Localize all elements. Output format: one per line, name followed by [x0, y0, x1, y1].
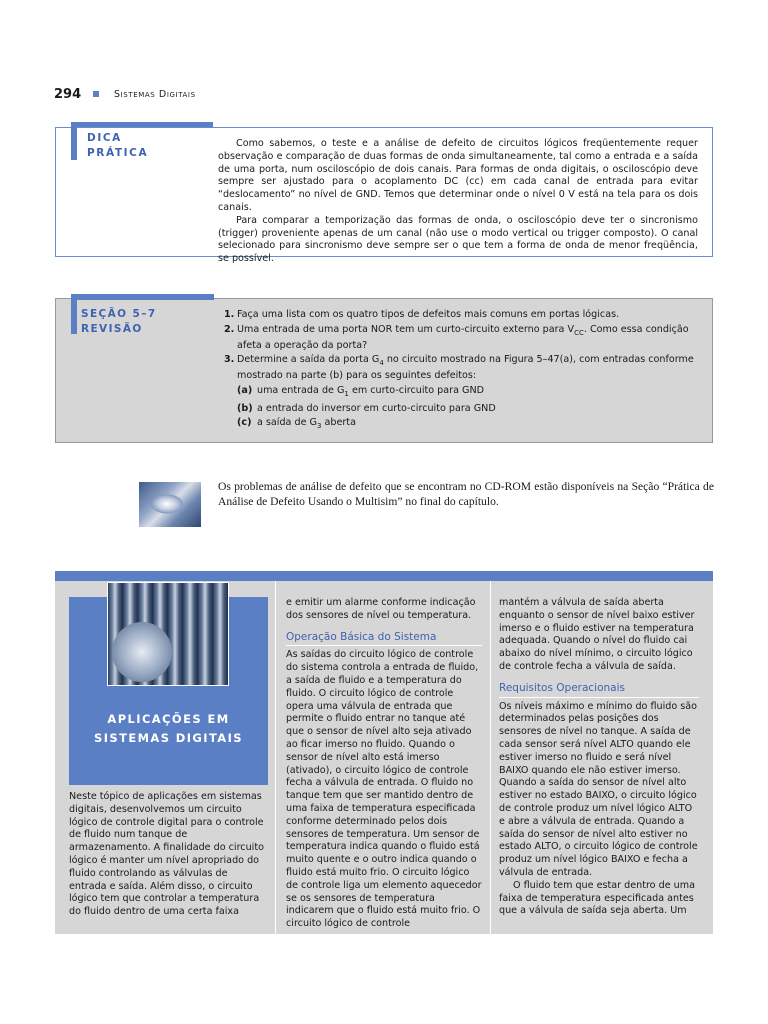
tip-text	[218, 138, 698, 266]
subitem-label: (a)	[237, 384, 253, 396]
section-heading: Operação Básica do Sistema	[286, 631, 482, 647]
review-subitem	[224, 417, 694, 433]
applications-top-bar	[55, 571, 713, 581]
question-number: 3.	[224, 354, 235, 366]
column-continuation: mantém a válvula de saída aberta enquanto o sensor de nível baixo estiver imerso e o fluido estiver na temperatura adequada. Quando o nível do fluido cai abaixo do nível mínimo, o circuito lógico de controle fecha a válvula de saída.	[499, 597, 695, 672]
section-heading: Requisitos Operacionais	[499, 682, 699, 698]
applications-title	[69, 710, 268, 748]
review-question	[224, 324, 694, 353]
tip-paragraph: Para comparar a temporização das formas de onda, o osciloscópio deve ter o sincronismo (trigger) proveniente apenas de um canal (não use o modo vertical ou trigger composto). O canal selecionado para sincronismo deve sempre ser o que tem a forma de onda de menor freqüência, se possível.	[218, 214, 698, 265]
applications-title-line2: SISTEMAS DIGITAIS	[94, 731, 243, 745]
subitem-label: (b)	[237, 402, 253, 414]
column-divider	[275, 581, 276, 934]
applications-title-line1: APLICAÇÕES EM	[107, 712, 230, 726]
tank-photo-detail	[112, 622, 172, 682]
review-tab-bar	[71, 294, 214, 300]
cd-rom-note: Os problemas de análise de defeito que se encontram no CD-ROM estão disponíveis na Seção “Prática de Análise de Defeito Usando o Multisim” no final do capítulo.	[218, 480, 714, 508]
question-number: 2.	[224, 323, 235, 335]
subitem-text: uma entrada de $G_1$ em curto-circuito para GND	[257, 384, 485, 398]
review-label	[81, 307, 157, 337]
question-text: Faça uma lista com os quatro tipos de defeitos mais comuns em portas lógicas.	[237, 309, 620, 320]
tip-label-line1: DICA	[87, 132, 122, 144]
cd-disc-icon	[151, 494, 183, 513]
tip-tab-bar	[71, 122, 213, 127]
review-subitem	[224, 385, 694, 401]
tip-paragraph: Como sabemos, o teste e a análise de defeito de circuitos lógicos freqüentemente requer observação e comparação de duas formas de onda simultaneamente, tal como a entrada e a saída de uma porta, num osciloscópio de dois canais. Para formas de onda digitais, o osciloscópio deve sempre ser ajustado para o acoplamento DC (cc) em cada canal de entrada para evitar “deslocamento” no nível de GND. Temos que determinar onde o nível 0 V está na tela para os dois canais.	[218, 138, 698, 213]
review-label-line1: SEÇÃO 5–7	[81, 308, 157, 320]
review-tab-marker	[71, 294, 77, 334]
section-body: As saídas do circuito lógico de controle do sistema controla a entrada de fluido, a saída de fluido e a temperatura do fluido. O circuito lógico de controle opera uma válvula de entrada que permite o fluido entrar no tanque até que o sensor de nível alto seja ativado ao ficar imerso no fluido. Quando o sensor de nível alto está imerso (ativado), o circuito lógico de controle fecha a válvula de entrada. O fluido no tanque tem que ser mantido dentro de uma faixa de temperatura especificada conforme determinado pelos dois sensores de temperatura. Um sensor de temperatura indica quando o fluido está muito quente e o outro indica quando o fluido está muito frio. O circuito lógico de controle liga um elemento aquecedor se os sensores de temperatura indicarem que o fluido está muito frio. O circuito lógico de controle	[286, 649, 482, 930]
tip-label	[87, 131, 148, 161]
section-body: Os níveis máximo e mínimo do fluido são determinados pelas posições dos sensores de nível no tanque. A saída de cada sensor será nível ALTO quando ele estiver imerso no fluido e será nível BAIXO quando ele não estiver imerso. Quando a saída do sensor de nível alto estiver no estado BAIXO, o circuito lógico de controle produz um nível lógico ALTO e abre a válvula de entrada. Quando a saída do sensor de nível alto estiver no estado ALTO, o circuito lógico de controle produz um nível lógico BAIXO e fecha a válvula de entrada.	[499, 700, 698, 878]
review-subitem	[224, 403, 694, 416]
applications-intro: Neste tópico de aplicações em sistemas digitais, desenvolvemos um circuito lógico de controle digital para o controle de fluido num tanque de armazenamento. A finalidade do circuito lógico é manter um nível apropriado do fluido controlando as válvulas de entrada e saída. Além disso, o circuito lógico tem que controlar a temperatura do fluido dentro de uma certa faixa	[69, 791, 264, 918]
page-number: 294	[54, 87, 82, 102]
subitem-text: a saída de $G_3$ aberta	[257, 417, 356, 431]
applications-column-1	[69, 791, 268, 919]
review-label-line2: REVISÃO	[81, 323, 143, 335]
subitem-text: a entrada do inversor em curto-circuito para GND	[257, 402, 496, 414]
review-question	[224, 309, 694, 322]
column-divider	[490, 581, 491, 934]
review-question	[224, 354, 694, 383]
section-body: O fluido tem que estar dentro de uma faixa de temperatura especificada antes que a válvula de saída seja aberta. Um	[499, 879, 695, 917]
question-text: Uma entrada de uma porta NOR tem um curto-circuito externo para $V_{CC}$. Como essa condição afeta a operação da porta?	[237, 323, 689, 351]
subitem-label: (c)	[237, 417, 252, 429]
review-question-list	[224, 309, 694, 435]
running-title: Sistemas Digitais	[114, 89, 196, 100]
tip-tab-marker	[71, 122, 77, 160]
applications-column-3	[499, 597, 699, 918]
column-continuation: e emitir um alarme conforme indicação dos sensores de nível ou temperatura.	[286, 597, 476, 621]
tip-label-line2: PRÁTICA	[87, 147, 149, 159]
question-number: 1.	[224, 309, 235, 320]
applications-column-2	[286, 597, 482, 931]
header-square-icon	[93, 91, 99, 97]
question-text: Determine a saída da porta $G_4$ no circuito mostrado na Figura 5–47(a), com entradas conforme mostrado na parte (b) para os seguintes defeitos:	[237, 354, 694, 381]
